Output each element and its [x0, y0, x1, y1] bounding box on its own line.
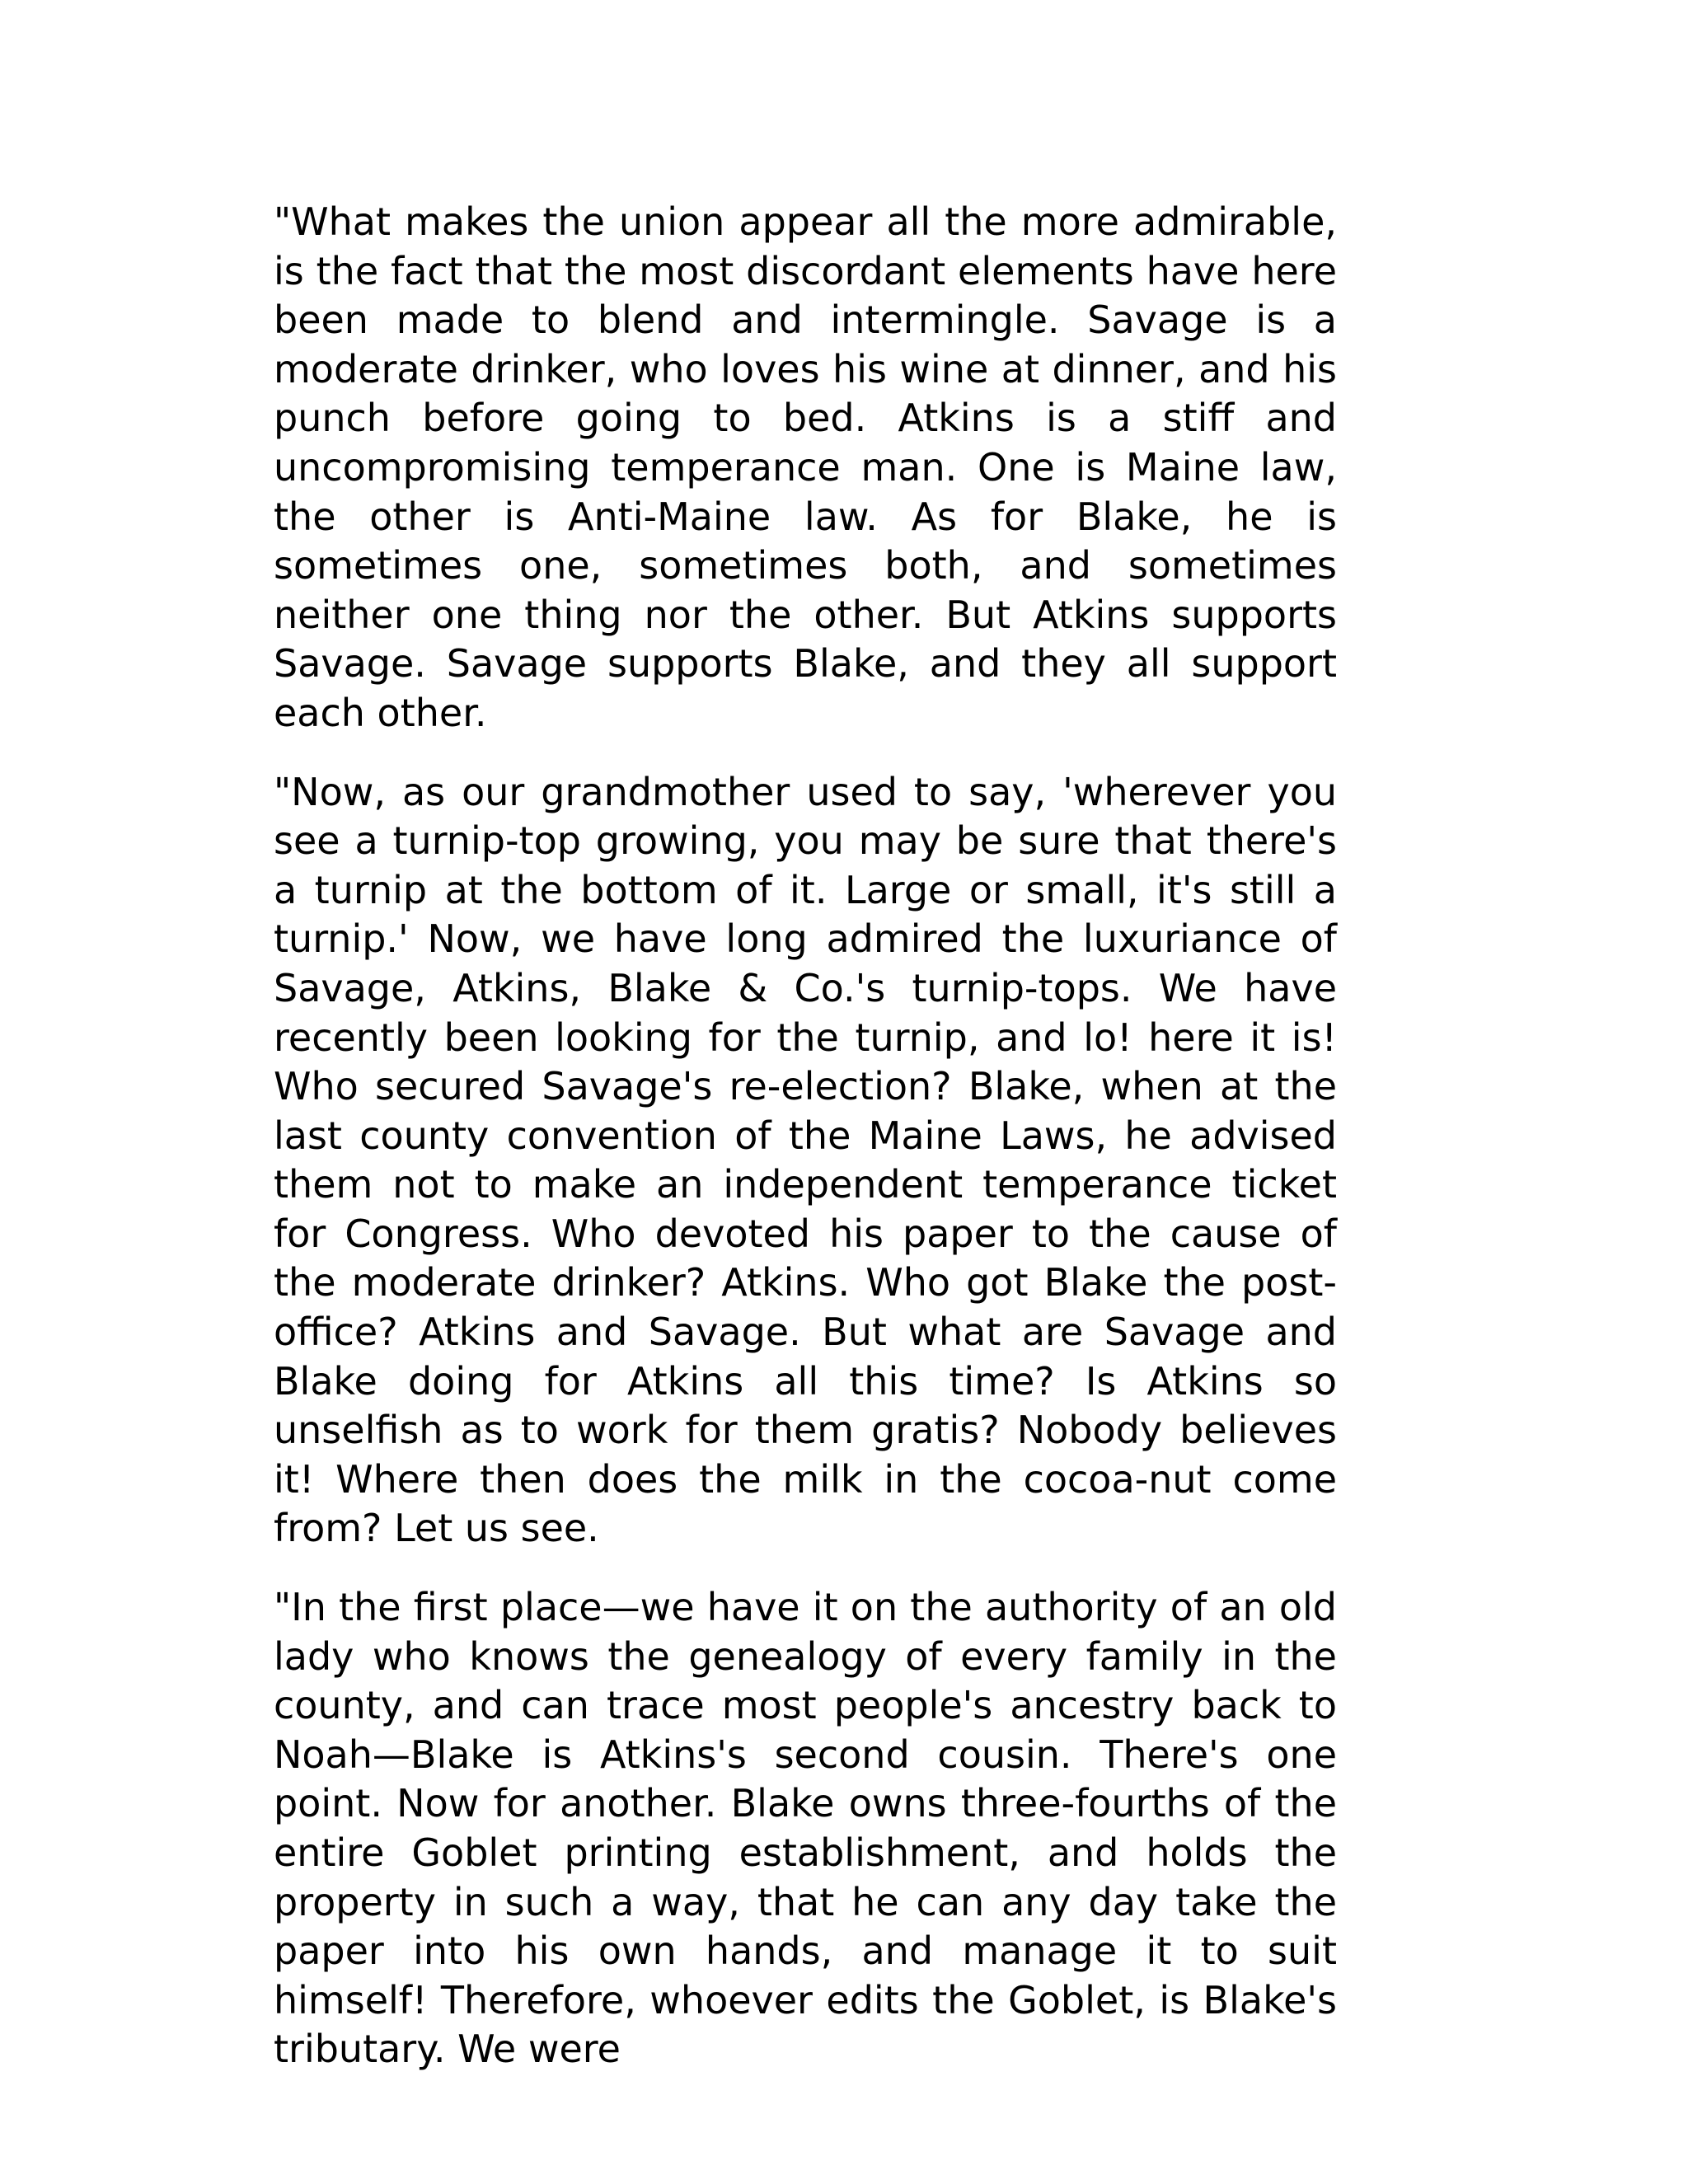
paragraph-first-place: "In the first place—we have it on the authority of an old lady who knows the genealogy of every family in the county, and can trace most people's ancestry back to Noah—Blake is Atkins's second cousin. There's one point. Now for another. Blake owns three-fourths of the entire Goblet printing establishment, and holds the property in such a way, that he can any day take the paper into his own hands, and manage it to suit himself! Therefore, whoever edits the Goblet, is Blake's tributary. We were	[274, 1585, 1337, 2072]
paragraph-union-admirable: "What makes the union appear all the more admirable, is the fact that the most discordant elements have here been made to blend and intermingle. Savage is a moderate drinker, who loves his wine at dinner, and his punch before going to bed. Atkins is a stiff and uncompromising temperance man. One is Maine law, the other is Anti-Maine law. As for Blake, he is sometimes one, sometimes both, and sometimes neither one thing nor the other. But Atkins supports Savage. Savage supports Blake, and they all support each other.	[274, 199, 1337, 735]
body-text	[274, 198, 1337, 2074]
paragraph-turnip-top: "Now, as our grandmother used to say, 'wherever you see a turnip-top growing, you may be sure that there's a turnip at the bottom of it. Large or small, it's still a turnip.' Now, we have long admired the luxuriance of Savage, Atkins, Blake & Co.'s turnip-tops. We have recently been looking for the turnip, and lo! here it is! Who secured Savage's re-election? Blake, when at the last county convention of the Maine Laws, he advised them not to make an independent temperance ticket for Congress. Who devoted his paper to the cause of the moderate drinker? Atkins. Who got Blake the post-office? Atkins and Savage. But what are Savage and Blake doing for Atkins all this time? Is Atkins so unselfish as to work for them gratis? Nobody believes it! Where then does the milk in the cocoa-nut come from? Let us see.	[274, 769, 1337, 1551]
